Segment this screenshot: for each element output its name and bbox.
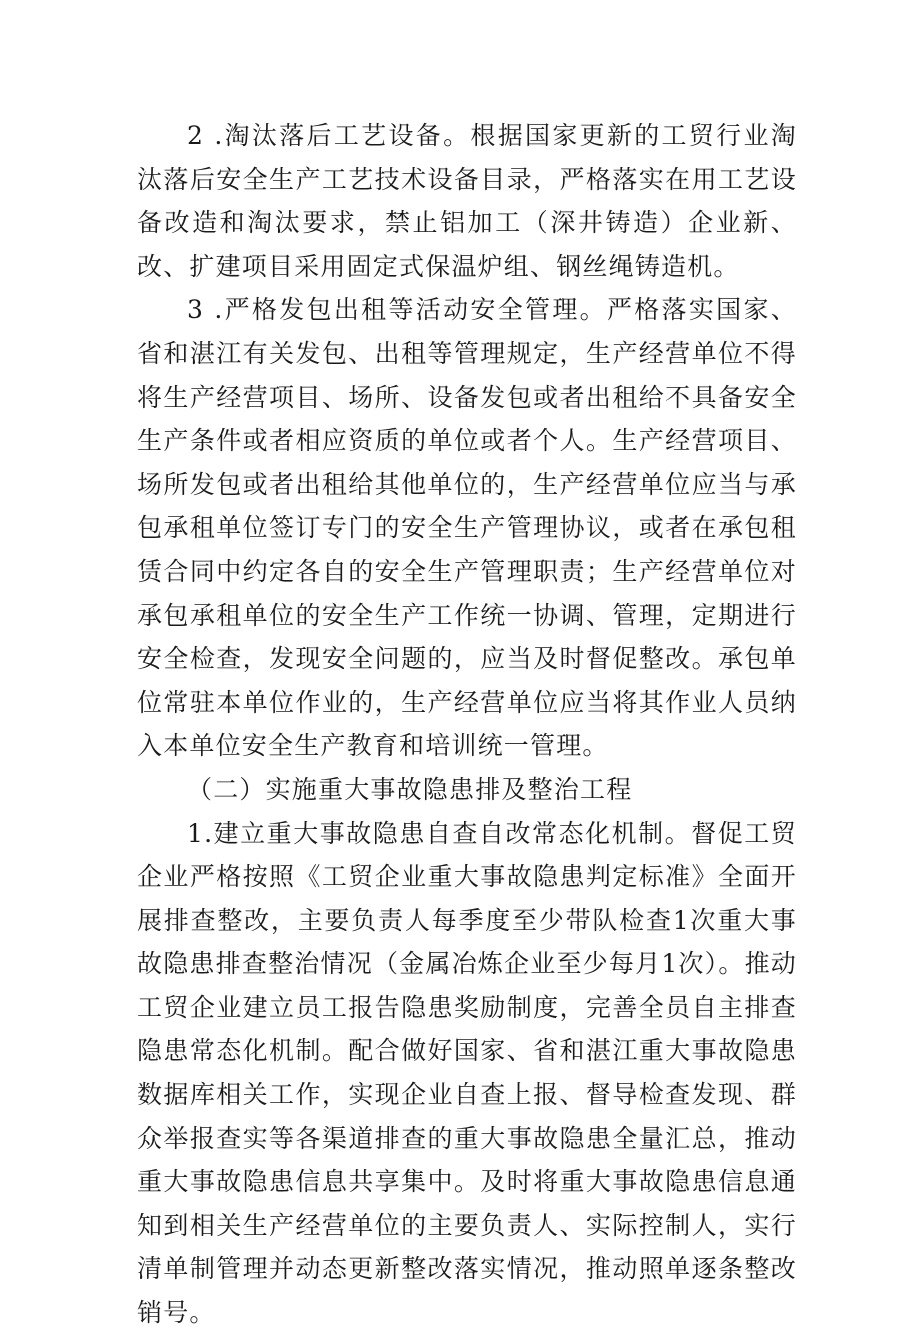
paragraph-hazard-self-check-mechanism: 1.建立重大事故隐患自查自改常态化机制。督促工贸企业严格按照《工贸企业重大事故隐患判定标准》全面开展排查整改，主要负责人每季度至少带队检查1次重大事故隐患排查整治情况（金属冶炼企业至少每月1次）。推动工贸企业建立员工报告隐患奖励制度，完善全员自主排查隐患常态化机制。配合做好国家、省和湛江重大事故隐患数据库相关工作，实现企业自查上报、督导检查发现、群众举报查实等各渠道排查的重大事故隐患全量汇总，推动重大事故隐患信息共享集中。及时将重大事故隐患信息通知到相关生产经营单位的主要负责人、实际控制人，实行清单制管理并动态更新整改落实情况，推动照单逐条整改销号。: [137, 818, 797, 1328]
paragraph-subcontract-lease-safety: 3 .严格发包出租等活动安全管理。严格落实国家、省和湛江有关发包、出租等管理规定，生产经营单位不得将生产经营项目、场所、设备发包或者出租给不具备安全生产条件或者相应资质的单位或者个人。生产经营项目、场所发包或者出租给其他单位的，生产经营单位应当与承包承租单位签订专门的安全生产管理协议，或者在承包租赁合同中约定各自的安全生产管理职责；生产经营单位对承包承租单位的安全生产工作统一协调、管理，定期进行安全检查，发现安全问题的，应当及时督促整改。承包单位常驻本单位作业的，生产经营单位应当将其作业人员纳入本单位安全生产教育和培训统一管理。: [137, 295, 797, 761]
paragraph-eliminate-outdated-equipment: 2 .淘汰落后工艺设备。根据国家更新的工贸行业淘汰落后安全生产工艺技术设备目录，严格落实在用工艺设备改造和淘汰要求，禁止铝加工（深井铸造）企业新、改、扩建项目采用固定式保温炉组、钢丝绳铸造机。: [137, 121, 797, 281]
section-heading: （二）实施重大事故隐患排及整治工程: [187, 774, 633, 804]
document-body: [137, 114, 797, 1335]
